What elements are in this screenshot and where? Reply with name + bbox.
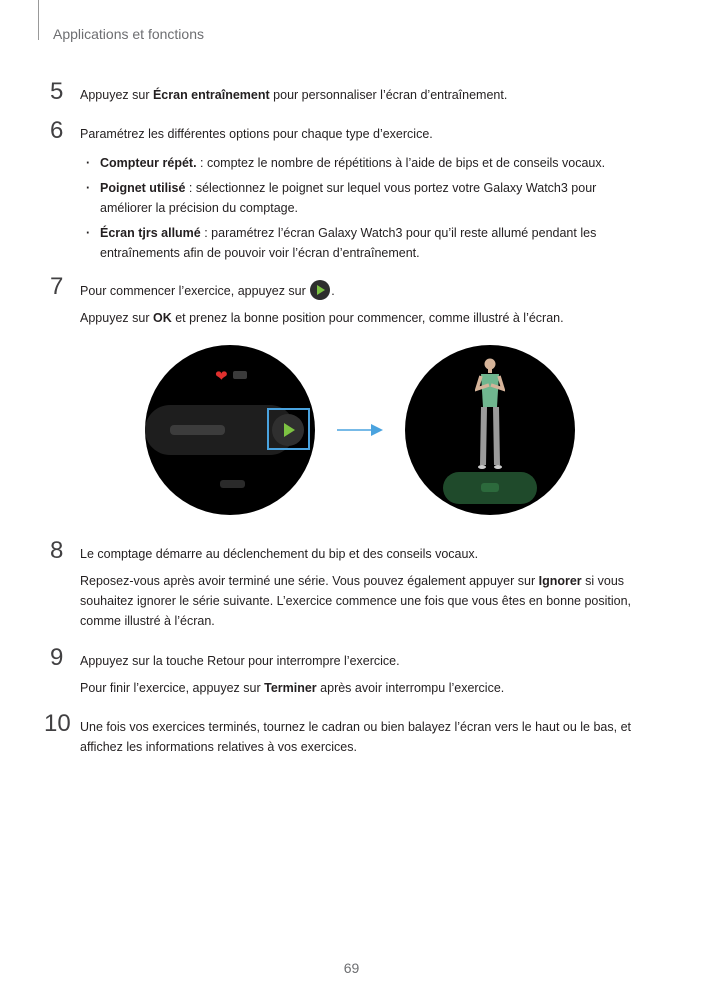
more-option (220, 480, 245, 488)
heart-rate-value (233, 371, 247, 379)
step-number: 9 (50, 644, 64, 671)
step-text: Pour commencer l’exercice, appuyez sur . (80, 280, 650, 301)
step-number: 5 (50, 78, 64, 105)
ui-term-terminer: Terminer (264, 681, 317, 695)
step-number: 6 (50, 117, 64, 144)
step-text: Appuyez sur la touche Retour pour interrompre l’exercice. (80, 654, 400, 668)
step-number: 10 (44, 710, 71, 737)
step-text: Reposez-vous après avoir terminé une série. Vous pouvez également appuyer sur Ignorer si vous souhaitez ignorer le série suivante. L’exercice commence une fois que vous êtes en bonne position, comme illustré à l’écran. (80, 574, 632, 628)
step-text: Une fois vos exercices terminés, tournez le cadran ou bien balayez l’écran vers le haut ou le bas, et affichez les informations relatives à vos exercices. (80, 720, 631, 754)
list-item: · Compteur répét. : comptez le nombre de répétitions à l’aide de bips et de conseils vocaux. (80, 153, 650, 173)
ui-term-ecran-entrainement: Écran entraînement (152, 88, 270, 102)
step-10 (44, 710, 650, 764)
step-8 (50, 537, 650, 638)
list-item: · Poignet utilisé : sélectionnez le poignet sur lequel vous portez votre Galaxy Watch3 pour améliorer la précision du comptage. (80, 178, 650, 218)
step-6 (50, 117, 650, 268)
option-list (80, 153, 650, 263)
step-text: Le comptage démarre au déclenchement du bip et des conseils vocaux. (80, 547, 479, 561)
section-title: Applications et fonctions (53, 26, 204, 42)
step-number: 8 (50, 537, 64, 564)
arrow-right-icon (337, 420, 385, 440)
play-icon (310, 280, 330, 300)
header-rule (38, 0, 39, 40)
heart-icon: ❤ (215, 368, 228, 385)
ui-term-ignorer: Ignorer (538, 574, 582, 588)
list-item: · Écran tjrs allumé : paramétrez l’écran Galaxy Watch3 pour qu’il reste allumé pendant les entraînements afin de pouvoir voir l’écran d’entraînement. (80, 223, 650, 263)
start-button-highlight (267, 408, 310, 450)
step-9 (50, 644, 650, 705)
page-number: 69 (343, 960, 360, 976)
ui-term-ok: OK (152, 311, 172, 325)
ok-button[interactable] (443, 472, 537, 504)
step-text: Appuyez sur OK et prenez la bonne position pour commencer, comme illustré à l’écran. (80, 311, 564, 325)
watch-screen-position (405, 345, 575, 515)
step-text: Pour finir l’exercice, appuyez sur Terminer après avoir interrompu l’exercice. (80, 681, 505, 695)
step-5 (50, 78, 650, 112)
step-7 (50, 273, 650, 335)
step-text: Appuyez sur Écran entraînement pour personnaliser l’écran d’entraînement. (80, 88, 508, 102)
step-text: Paramétrez les différentes options pour chaque type d’exercice. (80, 127, 433, 141)
exercise-figure-icon (475, 357, 505, 469)
step-number: 7 (50, 273, 64, 300)
